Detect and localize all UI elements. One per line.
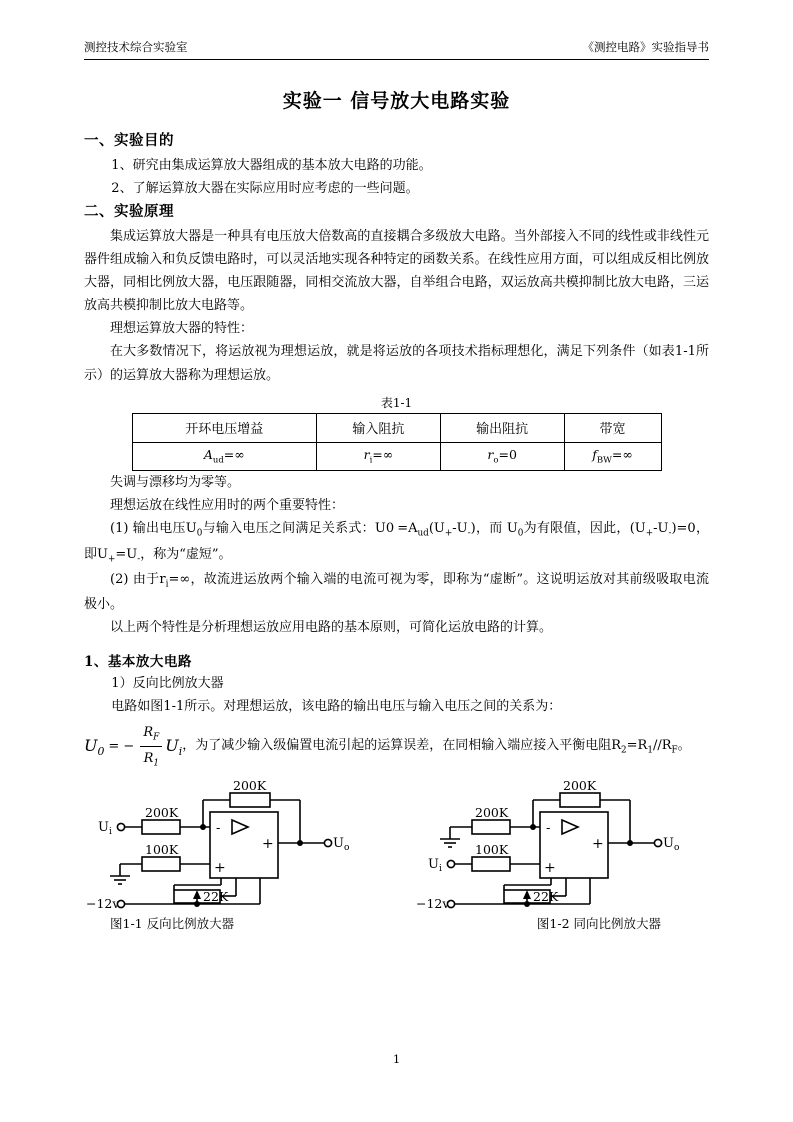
label-input-resistor: 200K <box>145 805 179 821</box>
subsection-inverting-title: 1）反向比例放大器 <box>111 675 224 691</box>
table-header-row <box>132 413 661 442</box>
label-supply: −12v <box>416 896 450 912</box>
label-plus-input: + <box>214 860 226 877</box>
table-header-gain: 开环电压增益 <box>132 413 316 442</box>
label-other-resistor: 100K <box>475 842 509 858</box>
table-value-input-impedance: $r_i=\infty$ <box>316 442 440 471</box>
header-right-text: 《测控电路》实验指导书 <box>582 40 709 54</box>
label-plus-input: + <box>544 860 556 877</box>
page-title: 实验一 信号放大电路实验 <box>282 89 511 112</box>
purpose-item-1: 1、研究由集成运算放大器组成的基本放大电路的功能。 <box>111 157 432 173</box>
table-value-row <box>132 442 661 471</box>
section-heading-principle: 二、实验原理 <box>84 202 174 220</box>
purpose-item-2: 2、了解运算放大器在实际应用时应考虑的一些问题。 <box>111 180 419 196</box>
circuit-diagrams <box>84 778 709 912</box>
principle-paragraph-3: 在大多数情况下，将运放视为理想运放，就是将运放的各项技术指标理想化，满足下列条件（如表1-1所示）的运算放大器称为理想运放。 <box>84 344 709 383</box>
spec-table <box>132 413 662 472</box>
label-minus-input: - <box>546 821 551 837</box>
table-value-gain: $A_{ud}=\infty$ <box>132 442 316 471</box>
principle-paragraph-1: 集成运算放大器是一种具有电压放大倍数高的直接耦合多级放大电路。当外部接入不同的线性或非线性元器件组成输入和负反馈电路时，可以灵活地实现各种特定的函数关系。在线性应用方面，可以组成反相比例放大器，同相比例放大器，电压跟随器，同相交流放大器，自举组合电路，双运放高共模抑制比放大电路，三运放高共模抑制比放大电路等。 <box>84 228 709 314</box>
table-caption: 表1-1 <box>380 395 413 410</box>
label-plus-output: + <box>262 836 274 853</box>
label-feedback-resistor: 200K <box>563 778 597 794</box>
label-supply: −12v <box>86 896 120 912</box>
inverting-amplifier-svg <box>84 778 379 912</box>
figure-caption-right: 图1-2 同向比例放大器 <box>536 916 661 932</box>
after-table-paragraph-1: 失调与漂移均为零等。 <box>110 475 241 491</box>
formula-inverting-gain: $U_0$ = − $\frac{R_F}{R_1}$ $U_i$ ，为了减少输入级偏置电流引起的运算误差，在同相输入端应接入平衡电阻$R_2=R_1//R_F$。 <box>84 722 709 772</box>
formula-fraction: $\frac{R_F}{R_1}$ <box>140 722 162 772</box>
label-plus-output: + <box>592 836 604 853</box>
formula-ui: $U_i$ <box>165 736 183 759</box>
table-value-output-impedance: $r_o=0$ <box>440 442 564 471</box>
feature-paragraph-1: (1) 输出电压$U_0$与输入电压之间满足关系式：$U0 =A_{ud}(U_+-U_-)$，而 $U_0$为有限值，因此，$(U_+-U_-)=0$，即$U_+=U_-$，称为“虚短”。 <box>84 521 709 565</box>
formula-equals: = − <box>108 738 135 754</box>
label-input-resistor: 200K <box>475 805 509 821</box>
label-minus-input: - <box>216 821 221 837</box>
subsection-inverting-text: 电路如图1-1所示。对理想运放，该电路的输出电压与输入电压之间的关系为： <box>111 698 562 714</box>
table-header-bandwidth: 带宽 <box>564 413 661 442</box>
circuit-non-inverting-amplifier <box>414 778 709 912</box>
table-header-output-impedance: 输出阻抗 <box>440 413 564 442</box>
after-table-paragraph-2: 理想运放在线性应用时的两个重要特性： <box>110 498 345 514</box>
label-uo: $U_o$ <box>663 836 680 854</box>
label-other-resistor: 100K <box>145 842 179 858</box>
label-ui: $U_i$ <box>428 857 442 875</box>
header-left-text: 测控技术综合实验室 <box>84 40 188 54</box>
page-header <box>84 42 709 60</box>
figure-caption-left: 图1-1 反向比例放大器 <box>110 916 235 932</box>
label-pot-resistor: 22K <box>203 889 229 905</box>
table-header-input-impedance: 输入阻抗 <box>316 413 440 442</box>
principle-paragraph-2: 理想运算放大器的特性： <box>110 321 254 337</box>
non-inverting-amplifier-svg <box>414 778 709 912</box>
formula-trailing-text: ，为了减少输入级偏置电流引起的运算误差，在同相输入端应接入平衡电阻$R_2=R_1//R_F$。 <box>182 738 691 756</box>
circuit-inverting-amplifier <box>84 778 379 912</box>
label-ui: $U_i$ <box>98 820 112 838</box>
page-number: 1 <box>392 1052 401 1066</box>
table-value-bandwidth: $f_{BW}=\infty$ <box>564 442 661 471</box>
label-feedback-resistor: 200K <box>233 778 267 794</box>
label-pot-resistor: 22K <box>533 889 559 905</box>
figure-captions <box>84 914 709 932</box>
section-heading-purpose: 一、实验目的 <box>84 131 174 149</box>
section-heading-basic-circuit: 1、基本放大电路 <box>84 653 192 670</box>
summary-paragraph: 以上两个特性是分析理想运放应用电路的基本原则，可简化运放电路的计算。 <box>110 620 553 636</box>
feature-paragraph-2: (2) 由于$r_i=\infty$，故流进运放两个输入端的电流可视为零，即称为“虚断”。这说明运放对其前级吸取电流极小。 <box>84 572 710 613</box>
label-uo: $U_o$ <box>333 836 350 854</box>
